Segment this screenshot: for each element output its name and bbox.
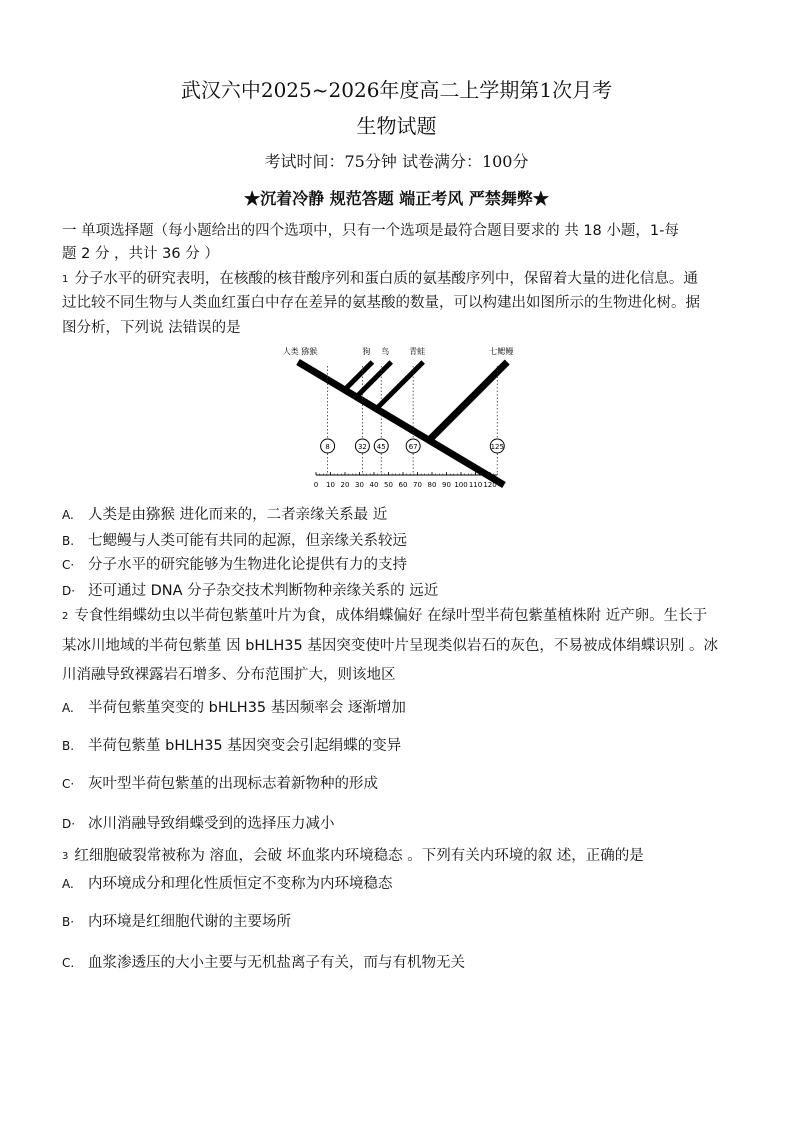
exam-info: 考试时间：75分钟 试卷满分：100分 — [264, 152, 529, 171]
q3-text-line1: 红细胞破裂常被称为 溶血，会破 坏血浆内环境稳态 。下列有关内环境的叙 述，正确的是 — [74, 848, 644, 864]
option-text: 内环境成分和理化性质恒定不变称为内环境稳态 — [88, 876, 393, 892]
q2-line3: 川消融导致裸露岩石增多、分布范围扩大，则该地区 — [62, 667, 396, 683]
species-label: 鸟 — [381, 347, 390, 356]
option-label: A. — [62, 508, 74, 522]
difference-value: 125 — [490, 443, 504, 451]
q2-option-a[interactable] — [62, 696, 406, 717]
x-tick-label: 20 — [340, 481, 350, 489]
q2-option-c[interactable] — [62, 772, 378, 793]
tree-trunk — [298, 362, 504, 485]
x-tick-label: 30 — [355, 481, 364, 489]
option-text: 人类是由猕猴 进化而来的，二者亲缘关系最 近 — [88, 507, 388, 523]
q2-text-line1: 专食性绢蝶幼虫以半荷包紫堇叶片为食，成体绢蝶偏好 在绿叶型半荷包紫堇植株附 近产卵。生长于 — [74, 608, 708, 624]
option-label: C· — [62, 777, 75, 791]
option-label: A. — [62, 877, 74, 891]
option-label: D· — [62, 584, 76, 598]
species-label: 狗 — [362, 347, 371, 356]
option-text: 血浆渗透压的大小主要与无机盐离子有关，而与有机物无关 — [88, 955, 465, 971]
q2-line1 — [62, 604, 707, 625]
option-text: 冰川消融导致绢蝶受到的选择压力减小 — [88, 816, 335, 832]
q3-number: 3 — [62, 851, 69, 862]
x-tick-label: 100 — [454, 481, 468, 489]
difference-value: 67 — [408, 443, 418, 451]
q1-option-b[interactable] — [62, 529, 407, 550]
q1-text-line1: 分子水平的研究表明，在核酸的核苷酸序列和蛋白质的氨基酸序列中，保留着大量的进化信息。通 — [74, 271, 698, 287]
option-text: 分子水平的研究能够为生物进化论提供有力的支持 — [88, 557, 407, 573]
option-label: B. — [62, 739, 75, 753]
x-tick-label: 40 — [369, 481, 379, 489]
q3-option-a[interactable] — [62, 872, 393, 893]
option-label: B. — [62, 534, 75, 548]
x-tick-label: 10 — [326, 481, 335, 489]
q3-option-b[interactable] — [62, 910, 291, 931]
q1-option-d[interactable] — [62, 579, 438, 600]
section-heading-line1: 一 单项选择题（每小题给出的四个选项中，只有一个选项是最符合题目要求的 共 18 小题，1-每 — [62, 223, 679, 239]
species-label: 七鳃鳗 — [489, 347, 514, 356]
option-text: 七鳃鳗与人类可能有共同的起源，但亲缘关系较远 — [88, 533, 407, 549]
q2-option-b[interactable] — [62, 734, 401, 755]
option-label: C· — [62, 558, 75, 572]
species-label: 人类 猕猴 — [282, 347, 318, 356]
difference-value: 45 — [376, 443, 386, 451]
q2-line2: 某冰川地域的半荷包紫堇 因 bHLH35 基因突变使叶片呈现类似岩石的灰色，不易被成体绢蝶识别 。冰 — [62, 638, 718, 654]
exam-title: 武汉六中2025~2026年度高二上学期第1次月考 — [180, 78, 613, 102]
option-text: 还可通过 DNA 分子杂交技术判断物种亲缘关系的 远近 — [88, 583, 439, 599]
x-tick-label: 70 — [413, 481, 422, 489]
tree-branch — [429, 362, 507, 440]
option-text: 半荷包紫堇突变的 bHLH35 基因频率会 逐渐增加 — [88, 700, 406, 716]
option-text: 内环境是红细胞代谢的主要场所 — [88, 914, 291, 930]
x-tick-label: 50 — [384, 481, 393, 489]
x-tick-label: 90 — [442, 481, 451, 489]
option-label: B· — [62, 915, 75, 929]
difference-value: 32 — [357, 443, 367, 451]
exam-motto: ★沉着冷静 规范答题 端正考风 严禁舞弊★ — [244, 189, 549, 208]
q1-option-c[interactable] — [62, 553, 407, 574]
x-tick-label: 120 — [483, 481, 497, 489]
tree-branch — [356, 362, 391, 397]
exam-subject: 生物试题 — [356, 114, 437, 138]
q1-number: 1 — [62, 274, 69, 285]
x-tick-label: 0 — [313, 481, 319, 489]
x-tick-label: 110 — [468, 481, 483, 489]
species-label: 青蛙 — [409, 347, 426, 356]
q1-line2: 过比较不同生物与人类血红蛋白中存在差异的氨基酸的数量，可以构建出如图所示的生物进化树。据 — [62, 295, 700, 311]
q2-number: 2 — [62, 611, 69, 622]
option-label: A. — [62, 701, 74, 715]
option-text: 灰叶型半荷包紫堇的出现标志着新物种的形成 — [88, 776, 378, 792]
q3-option-c[interactable] — [62, 951, 465, 972]
q2-option-d[interactable] — [62, 812, 335, 833]
x-tick-label: 60 — [398, 481, 408, 489]
section-heading-line2: 题 2 分 ，共计 36 分 ） — [62, 246, 219, 262]
option-label: D· — [62, 817, 76, 831]
x-tick-label: 80 — [427, 481, 437, 489]
option-text: 半荷包紫堇 bHLH35 基因突变会引起绢蝶的变异 — [88, 738, 402, 754]
evolution-tree-diagram — [270, 340, 520, 500]
q3-line1 — [62, 844, 644, 865]
difference-value: 8 — [325, 443, 330, 451]
q1-option-a[interactable] — [62, 503, 387, 524]
option-label: C. — [62, 956, 75, 970]
q1-line3: 图分析，下列说 法错误的是 — [62, 320, 241, 336]
q1-line1 — [62, 267, 698, 288]
